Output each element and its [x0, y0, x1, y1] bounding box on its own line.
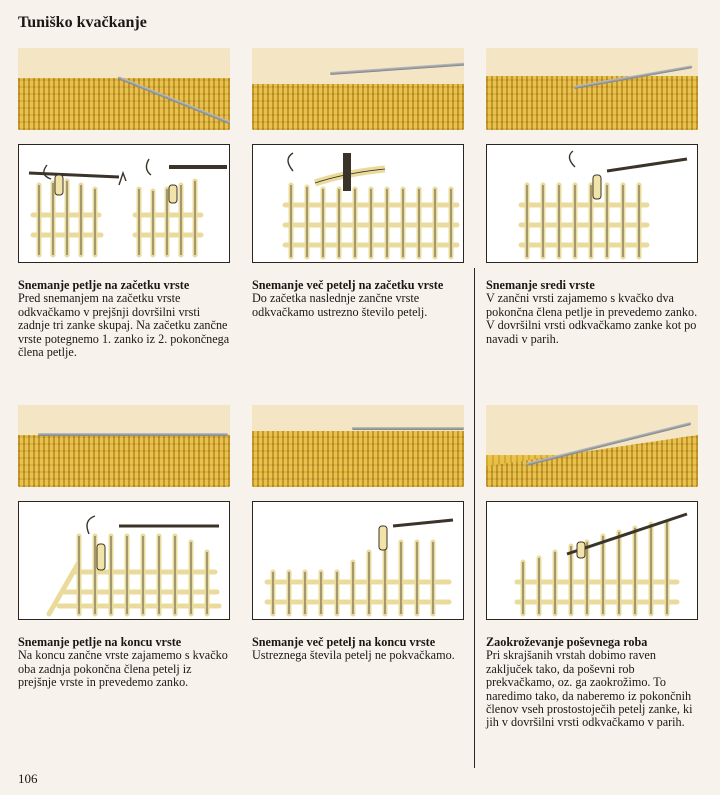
page-title: Tuniško kvačkanje [18, 14, 147, 31]
photo-3 [486, 48, 698, 130]
section-heading: Snemanje petlje na začetku vrste [18, 278, 190, 292]
page-number: 106 [18, 771, 38, 786]
section-heading: Snemanje več petelj na začetku vrste [252, 278, 444, 292]
column-divider [474, 268, 475, 768]
diagram-3 [486, 144, 698, 263]
photo-5 [252, 405, 464, 487]
section-body: Ustreznega števila petelj ne pokvačkamo. [252, 648, 455, 663]
diagram-4 [18, 501, 230, 620]
photo-2 [252, 48, 464, 130]
section-3 [486, 48, 700, 346]
photo-4 [18, 405, 230, 487]
section-6 [486, 405, 700, 730]
section-body: V zančni vrsti zajamemo s kvačko dva pokončna člena petlje in prevedemo zanko. V dovršilni vrsti odkvačkamo zanke kot po navadi v parih. [486, 291, 698, 346]
section-1 [18, 48, 232, 359]
diagram-2 [252, 144, 464, 263]
diagram-6 [486, 501, 698, 620]
section-heading: Zaokroževanje poševnega roba [486, 635, 648, 649]
section-heading: Snemanje petlje na koncu vrste [18, 635, 182, 649]
diagram-1 [18, 144, 230, 263]
photo-1 [18, 48, 230, 130]
section-heading: Snemanje sredi vrste [486, 278, 595, 292]
section-2 [252, 48, 466, 319]
section-heading: Snemanje več petelj na koncu vrste [252, 635, 436, 649]
photo-6 [486, 405, 698, 487]
diagram-5 [252, 501, 464, 620]
section-4 [18, 405, 232, 690]
section-body: Do začetka naslednje zančne vrste odkvačkamo ustrezno število petelj. [252, 291, 428, 319]
section-body: Pred snemanjem na začetku vrste odkvačkamo v prejšnji dovršilni vrsti zadnje tri zanke skupaj. Na začetku zančne vrste potegnemo 1. zanko iz 2. pokončnega člena petlje. [18, 291, 230, 360]
section-body: Na koncu zančne vrste zajamemo s kvačko oba zadnja pokončna člena petelj iz prejšnje vrste in prevedemo zanko. [18, 648, 228, 690]
section-body: Pri skrajšanih vrstah dobimo raven zaključek tako, da poševni rob prekvačkamo, oz. ga zaokrožimo. To naredimo tako, da naberemo iz pokončnih členov vseh prostostoječih petelj zanke, ki jih v dovršilni vrsti odkvačkamo v parih. [486, 648, 693, 730]
section-5 [252, 405, 466, 663]
